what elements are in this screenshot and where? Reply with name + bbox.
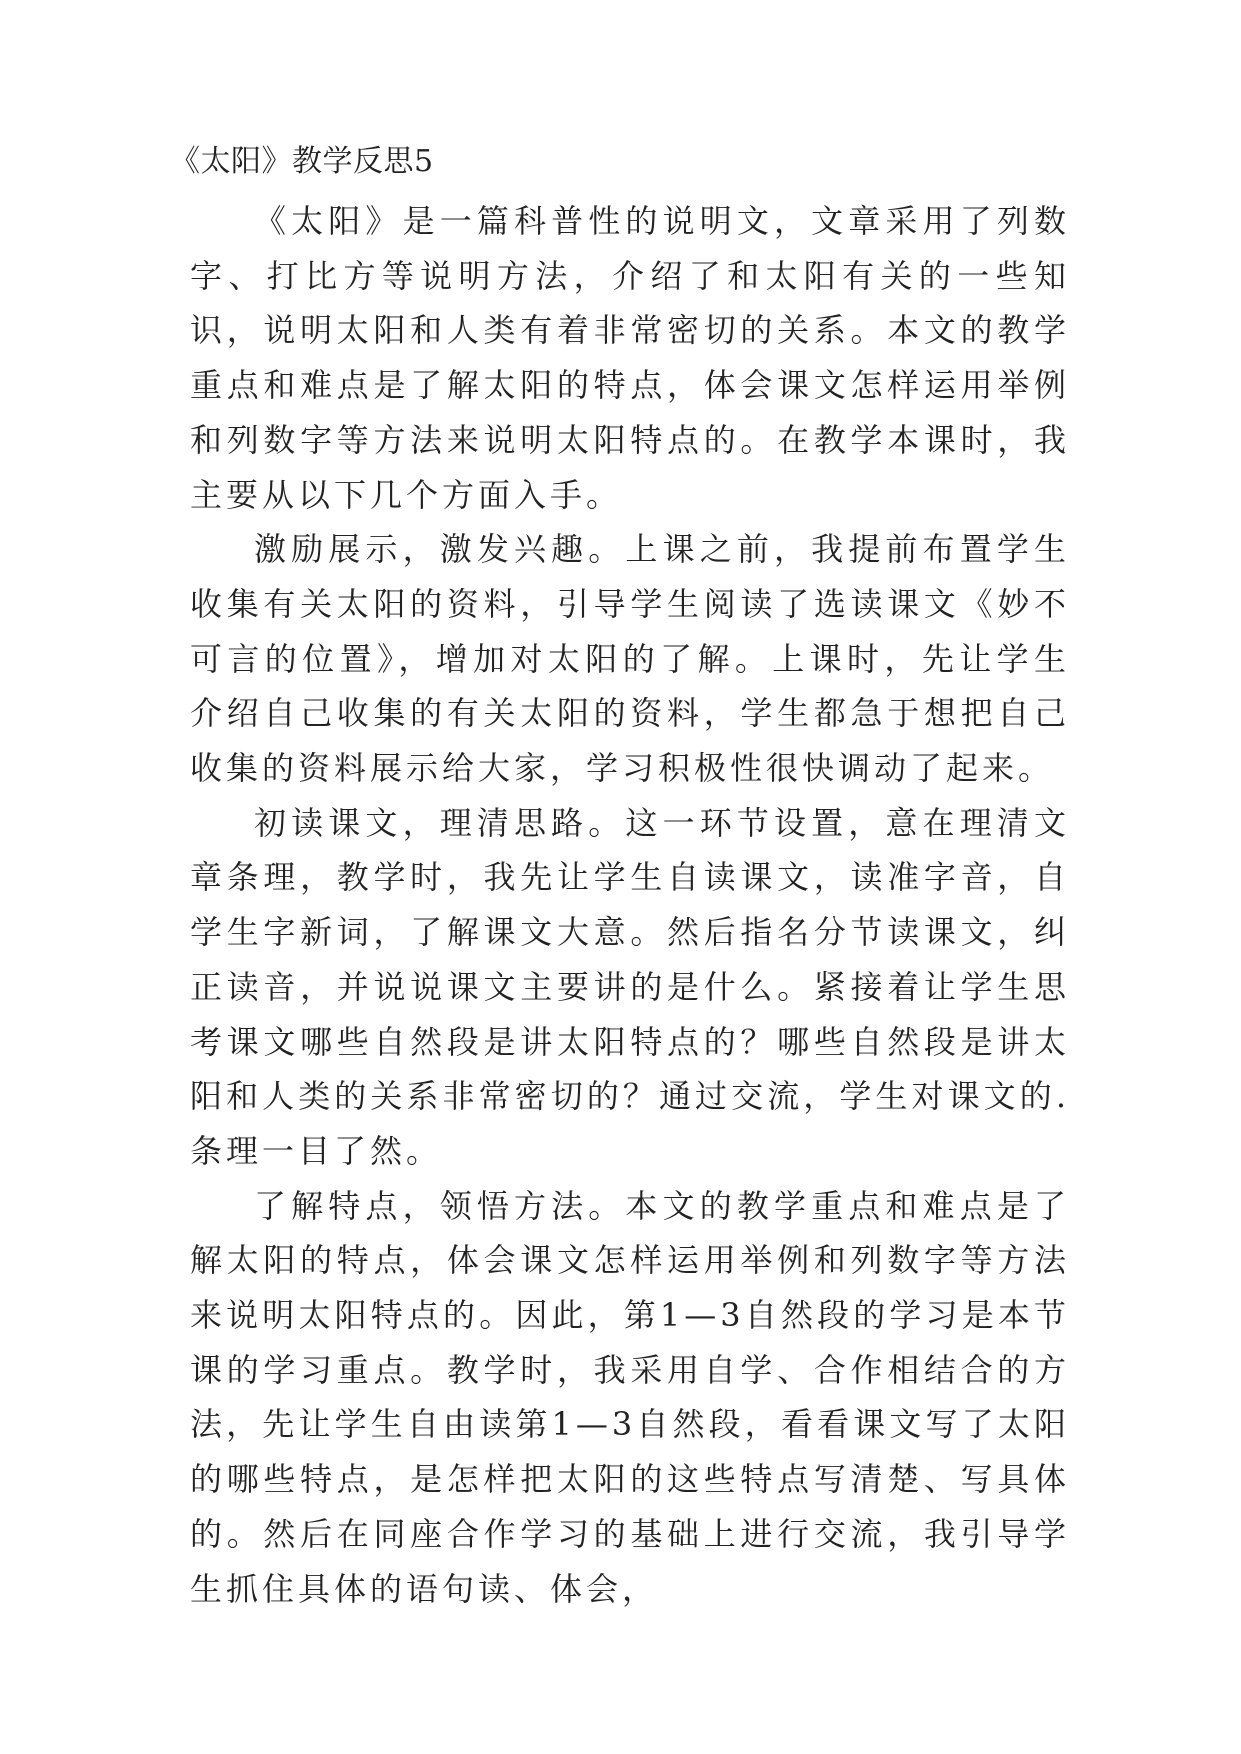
document-title: 《太阳》教学反思5 [170, 144, 434, 179]
paragraph-first-reading: 初读课文，理清思路。这一环节设置，意在理清文章条理，教学时，我先让学生自读课文，读准字音，自学生字新词，了解课文大意。然后指名分节读课文，纠正读音，并说说课文主要讲的是什么。紧接着让学生思考课文哪些自然段是讲太阳特点的？哪些自然段是讲太阳和人类的关系非常密切的？通过交流，学生对课文的.条理一目了然。 [190, 803, 1070, 1170]
paragraph-intro: 《太阳》是一篇科普性的说明文，文章采用了列数字、打比方等说明方法，介绍了和太阳有关的一些知识，说明太阳和人类有着非常密切的关系。本文的教学重点和难点是了解太阳的特点，体会课文怎样运用举例和列数字等方法来说明太阳特点的。在教学本课时，我主要从以下几个方面入手。 [190, 202, 1070, 514]
paragraph-features: 了解特点，领悟方法。本文的教学重点和难点是了解太阳的特点，体会课文怎样运用举例和列数字等方法来说明太阳特点的。因此，第1—3自然段的学习是本节课的学习重点。教学时，我采用自学、合作相结合的方法，先让学生自由读第1—3自然段，看看课文写了太阳的哪些特点，是怎样把太阳的这些特点写清楚、写具体的。然后在同座合作学习的基础上进行交流，我引导学生抓住具体的语句读、体会， [190, 1186, 1070, 1608]
document-body [190, 194, 1070, 1616]
paragraph-motivation: 激励展示，激发兴趣。上课之前，我提前布置学生收集有关太阳的资料，引导学生阅读了选读课文《妙不可言的位置》，增加对太阳的了解。上课时，先让学生介绍自己收集的有关太阳的资料，学生都急于想把自己收集的资料展示给大家，学习积极性很快调动了起来。 [190, 530, 1070, 788]
